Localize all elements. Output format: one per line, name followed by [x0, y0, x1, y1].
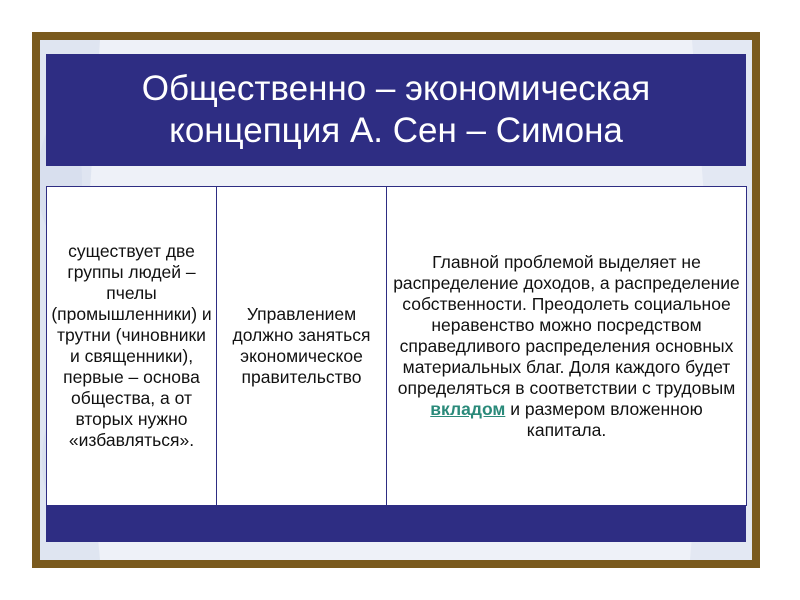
bottom-bar	[46, 506, 746, 542]
cell-main-problem	[387, 187, 747, 506]
title-bar	[46, 54, 746, 166]
table-row	[47, 187, 747, 506]
contribution-link[interactable]: вкладом	[430, 398, 506, 419]
cell-groups: существует две группы людей – пчелы (промышленники) и трутни (чиновники и священники), первые – основа общества, а от вторых нужно «избавляться».	[47, 187, 217, 506]
cell-government: Управлением должно заняться экономическое правительство	[217, 187, 387, 506]
slide-title: Общественно – экономическая концепция А. Сен – Симона	[141, 69, 651, 150]
table-area	[46, 186, 746, 506]
content-table	[46, 186, 747, 506]
main-problem-text: Главной проблемой выделяет не распределение доходов, а распределение собственности. Преодолеть социальное неравенство можно посредством справедливого распределения основных материальных благ. Доля каждого будет определяться в соответствии с трудовым	[393, 251, 740, 398]
main-problem-text-end: и размером вложенною капитала.	[505, 398, 703, 440]
slide-frame	[32, 32, 760, 568]
